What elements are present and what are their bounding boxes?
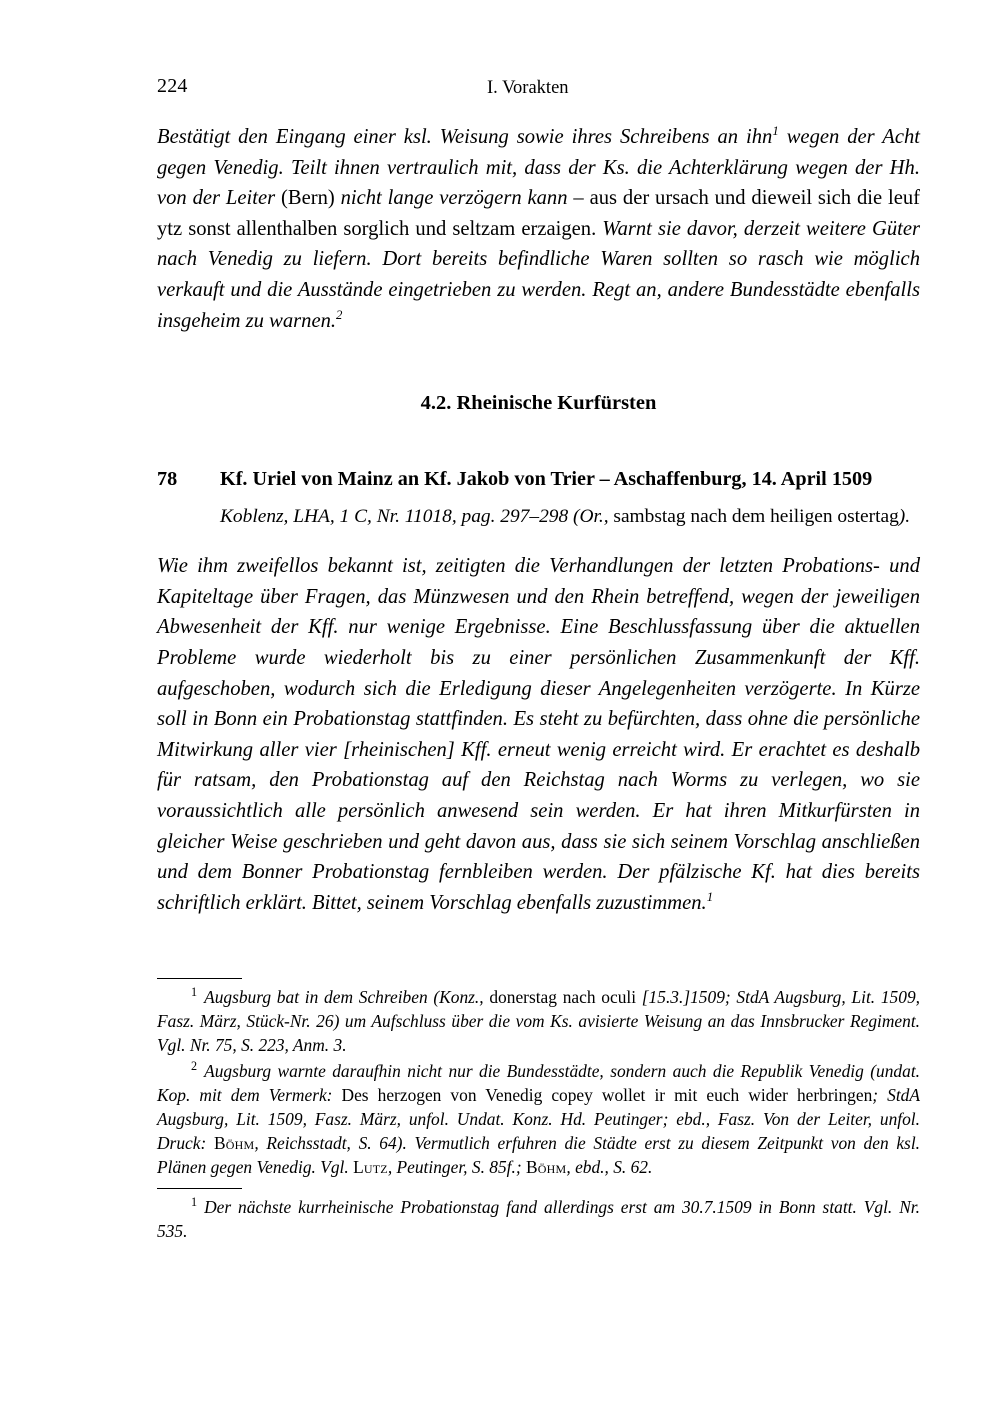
document-regest-paragraph (157, 551, 920, 918)
footnote-separator-rule (157, 978, 242, 979)
regest-text: Koblenz, LHA, 1 C, Nr. 11018, pag. 297–298 (Or., (220, 506, 614, 528)
footnote-zone-primary (157, 978, 920, 1180)
page-number: 224 (157, 75, 188, 97)
quoted-source-text: Des herzogen von Venedig copey wollet ir mit euch wider herbringen (341, 1084, 873, 1105)
document-title: Kf. Uriel von Mainz an Kf. Jakob von Trier – Aschaffenburg, 14. April 1509 (220, 468, 873, 491)
document-source-citation (220, 503, 920, 531)
page-content (157, 0, 920, 939)
footnote-marker: 1 (191, 1195, 198, 1210)
regest-text: Warnt sie davor, derzeit weitere Güter nach Venedig zu liefern. Dort bereits befindliche Waren sollten so rasch wie möglich verkauft und die Ausstände eingetrieben zu werden. Regt an, andere Bundesstädte ebenfalls insgeheim zu warnen. (157, 217, 920, 332)
document-heading (157, 465, 920, 493)
quoted-source-text: (Bern) (280, 187, 335, 210)
regest-text: wegen der Acht gegen Venedig. Teilt ihnen vertraulich mit, dass der Ks. die Achterklärung wegen der Hh. von der Leiter (157, 126, 921, 210)
footnote (157, 985, 920, 1058)
regest-text: Augsburg bat in dem Schreiben (Konz., (204, 987, 490, 1007)
regest-text: Wie ihm zweifellos bekannt ist, zeitigten die Verhandlungen der letzten Probations- und Kapiteltage über Fragen, das Münzwesen und den Rhein betreffend, wegen der jeweiligen Abwesenheit der Kff. nur wenige Ergebnisse. Eine Beschlussfassung über die aktuellen Probleme wurde wiederholt bis zu einer persönlichen Zusammenkunft der Kff. aufgeschoben, wodurch sich die Erledigung dieser Angelegenheiten verzögerte. In Kürze soll in Bonn ein Probationstag stattfinden. Es steht zu befürchten, dass ohne die persönliche Mitwirkung aller vier [rheinischen] Kff. erneut wenig erreicht wird. Er erachtet es deshalb für ratsam, den Probationstag auf den Reichstag nach Worms zu verlegen, wo sie voraussichtlich alle persönlich anwesend sein werden. Er hat ihren Mitkurfürsten in gleicher Weise geschrieben und geht davon aus, dass sie sich seinem Vorschlag anschließen und dem Bonner Probationstag fernbleiben werden. Der pfälzische Kf. hat dies bereits schriftlich erklärt. Bittet, seinem Vorschlag ebenfalls zuzustimmen. (157, 555, 920, 914)
quoted-source-text: sambstag nach dem heiligen ostertag (613, 506, 899, 528)
regest-text: Bestätigt den Eingang einer ksl. Weisung sowie ihres Schreibens an ihn (157, 126, 773, 148)
cited-author-name: Böhm (213, 1133, 255, 1154)
regest-text: ). (898, 506, 911, 528)
regest-text: [15.3.]1509; StdA Augsburg, Lit. 1509, Fasz. März, Stück-Nr. 26) um Aufschluss über die vom Ks. avisierte Weisung an das Innsbrucker Regiment. Vgl. Nr. 75, S. 223, Anm. 3. (157, 987, 920, 1056)
section-heading: 4.2. Rheinische Kurfürsten (420, 392, 657, 415)
footnote (157, 1059, 920, 1180)
footnote-list-secondary (157, 1195, 920, 1243)
intro-regest-paragraph (157, 122, 920, 336)
cited-author-name: Böhm (525, 1157, 567, 1178)
running-head (157, 72, 920, 106)
regest-text: nicht lange verzögern kann (334, 187, 574, 210)
footnote-separator-rule (157, 1188, 242, 1189)
regest-text: , ebd., S. 62. (566, 1157, 653, 1178)
footnote-reference: 1 (706, 889, 714, 904)
document-number: 78 (157, 468, 178, 491)
footnote-list-primary (157, 985, 920, 1180)
footnote-marker: 2 (191, 1058, 198, 1073)
footnote-marker: 1 (191, 985, 198, 1000)
regest-text: Der nächste kurrheinische Probationstag fand allerdings erst am 30.7.1509 in Bonn statt. Vgl. Nr. 535. (157, 1197, 920, 1242)
quoted-source-text: – aus der ursach und dieweil sich die leuf ytz sonst allenthalben sorglich und seltzam erzaigen. (157, 187, 920, 240)
footnote (157, 1195, 920, 1243)
footnote-zone-secondary (157, 1188, 920, 1243)
regest-text: Augsburg warnte daraufhin nicht nur die Bundesstädte, sondern auch die Republik Venedig (undat. Kop. mit dem Vermerk: (157, 1060, 920, 1105)
footnote-reference: 1 (772, 124, 779, 139)
regest-text: ; StdA Augsburg, Lit. 1509, Fasz. März, unfol. Undat. Konz. Hd. Peutinger; ebd., Fasz. Von der Leiter, unfol. Druck: (157, 1084, 920, 1154)
quoted-source-text: donerstag nach oculi (489, 987, 637, 1007)
regest-text: , Reichsstadt, S. 64). Vermutlich erfuhren die Städte erst zu diesem Zeitpunkt von den ksl. Plänen gegen Venedig. Vgl. (157, 1133, 920, 1178)
footnote-reference: 2 (336, 307, 343, 322)
cited-author-name: Lutz (353, 1157, 388, 1178)
regest-text: , Peutinger, S. 85f.; (387, 1157, 526, 1178)
running-title: I. Vorakten (487, 78, 569, 98)
